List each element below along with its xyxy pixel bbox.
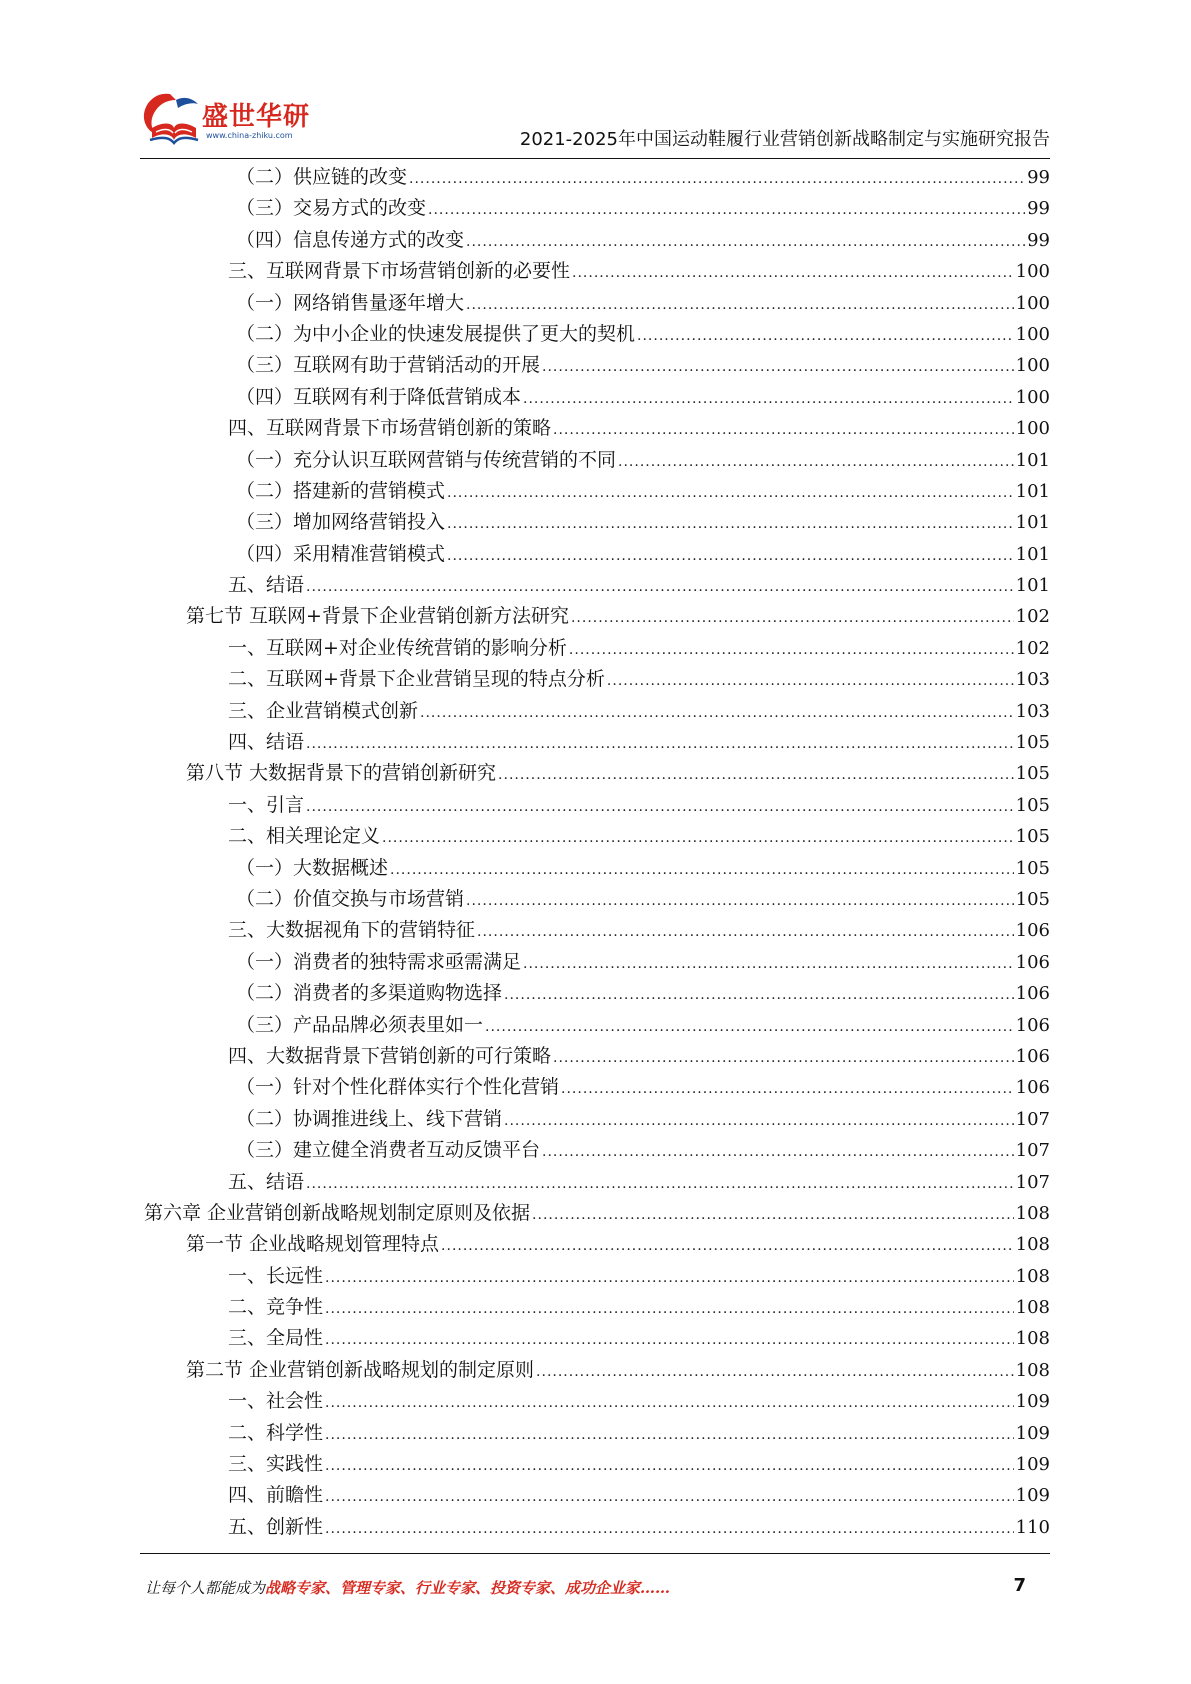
report-title: 2021-2025年中国运动鞋履行业营销创新战略制定与实施研究报告 xyxy=(519,129,1050,150)
toc-entry-page: 106 xyxy=(1015,983,1050,1005)
toc-entry-page: 100 xyxy=(1015,386,1050,408)
toc-entry-title: 第二节 企业营销创新战略规划的制定原则 xyxy=(186,1358,535,1381)
toc-leader-dots xyxy=(553,1043,1014,1074)
toc-entry-title: 五、结语 xyxy=(228,574,305,597)
toc-leader-dots xyxy=(504,980,1014,1011)
toc-entry[interactable] xyxy=(140,853,1050,884)
slogan-prefix: 让每个人都能成为 xyxy=(145,1579,266,1597)
toc-entry-page: 102 xyxy=(1015,606,1050,628)
toc-entry-page: 103 xyxy=(1015,669,1050,691)
toc-entry[interactable] xyxy=(140,1480,1050,1511)
toc-entry-page: 105 xyxy=(1015,826,1050,848)
toc-entry-title: 第八节 大数据背景下的营销创新研究 xyxy=(186,762,497,785)
toc-leader-dots xyxy=(325,1388,1014,1419)
toc-entry-page: 106 xyxy=(1015,1045,1050,1067)
toc-entry-page: 100 xyxy=(1015,323,1050,345)
toc-leader-dots xyxy=(523,384,1014,415)
toc-entry-title: （一）针对个性化群体实行个性化营销 xyxy=(236,1076,560,1099)
toc-entry[interactable] xyxy=(140,570,1050,601)
toc-entry-title: （二）协调推进线上、线下营销 xyxy=(236,1107,503,1130)
footer-slogan xyxy=(145,1577,670,1598)
toc-entry-title: 四、结语 xyxy=(228,731,305,754)
toc-entry-title: （三）互联网有助于营销活动的开展 xyxy=(236,354,541,377)
toc-entry-title: 三、大数据视角下的营销特征 xyxy=(228,919,476,942)
toc-entry-title: 一、引言 xyxy=(228,793,305,816)
toc-entry[interactable] xyxy=(140,319,1050,350)
toc-leader-dots xyxy=(553,415,1014,446)
toc-entry[interactable] xyxy=(140,350,1050,381)
toc-entry-page: 99 xyxy=(1027,198,1050,220)
toc-entry-title: 四、前瞻性 xyxy=(228,1484,324,1507)
toc-entry-page: 105 xyxy=(1015,888,1050,910)
toc-entry[interactable] xyxy=(140,1323,1050,1354)
toc-leader-dots xyxy=(504,1106,1014,1137)
toc-leader-dots xyxy=(420,698,1014,729)
toc-entry[interactable] xyxy=(140,1418,1050,1449)
toc-leader-dots xyxy=(325,1294,1014,1325)
toc-entry-page: 108 xyxy=(1015,1265,1050,1287)
toc-entry-page: 103 xyxy=(1015,700,1050,722)
toc-leader-dots xyxy=(325,1514,1014,1545)
toc-entry[interactable] xyxy=(140,1041,1050,1072)
company-logo xyxy=(140,84,320,150)
toc-entry-page: 109 xyxy=(1015,1391,1050,1413)
toc-entry-title: （一）网络销售量逐年增大 xyxy=(236,291,465,314)
toc-entry[interactable] xyxy=(140,633,1050,664)
toc-entry[interactable] xyxy=(140,225,1050,256)
toc-entry-title: 一、互联网+对企业传统营销的影响分析 xyxy=(228,636,567,659)
toc-entry-title: 第一节 企业战略规划管理特点 xyxy=(186,1233,440,1256)
toc-leader-dots xyxy=(607,666,1014,697)
toc-entry[interactable] xyxy=(140,1449,1050,1480)
toc-leader-dots xyxy=(536,1357,1014,1388)
toc-leader-dots xyxy=(477,917,1014,948)
toc-entry-title: 五、创新性 xyxy=(228,1515,324,1538)
toc-entry[interactable] xyxy=(140,539,1050,570)
toc-leader-dots xyxy=(382,823,1014,854)
toc-leader-dots xyxy=(572,258,1014,289)
toc-entry-page: 99 xyxy=(1027,229,1050,251)
toc-leader-dots xyxy=(325,1420,1014,1451)
toc-entry-title: （三）产品品牌必须表里如一 xyxy=(236,1013,484,1036)
toc-entry[interactable] xyxy=(140,1104,1050,1135)
toc-entry[interactable] xyxy=(140,1355,1050,1386)
page-header xyxy=(140,80,1050,160)
toc-entry[interactable] xyxy=(140,884,1050,915)
toc-entry-title: （二）价值交换与市场营销 xyxy=(236,887,465,910)
toc-entry[interactable] xyxy=(140,413,1050,444)
toc-leader-dots xyxy=(409,164,1025,195)
toc-entry-page: 105 xyxy=(1015,794,1050,816)
toc-leader-dots xyxy=(306,1169,1014,1200)
toc-entry-page: 108 xyxy=(1015,1234,1050,1256)
toc-entry[interactable] xyxy=(140,1292,1050,1323)
toc-entry-page: 106 xyxy=(1015,1077,1050,1099)
toc-entry-page: 106 xyxy=(1015,920,1050,942)
toc-entry-title: 四、大数据背景下营销创新的可行策略 xyxy=(228,1044,552,1067)
toc-leader-dots xyxy=(466,227,1025,258)
toc-entry-title: （三）交易方式的改变 xyxy=(236,197,427,220)
toc-entry-page: 109 xyxy=(1015,1422,1050,1444)
toc-entry-title: （一）大数据概述 xyxy=(236,856,389,879)
toc-entry-page: 108 xyxy=(1015,1297,1050,1319)
toc-entry-title: 一、社会性 xyxy=(228,1390,324,1413)
toc-leader-dots xyxy=(569,635,1014,666)
toc-entry[interactable] xyxy=(140,947,1050,978)
toc-leader-dots xyxy=(532,1200,1014,1231)
toc-entry-title: （二）搭建新的营销模式 xyxy=(236,479,446,502)
toc-entry-title: 第六章 企业营销创新战略规划制定原则及依据 xyxy=(144,1201,531,1224)
toc-entry-title: 第七节 互联网+背景下企业营销创新方法研究 xyxy=(186,605,569,628)
toc-entry[interactable] xyxy=(140,601,1050,632)
toc-entry-title: （三）增加网络营销投入 xyxy=(236,511,446,534)
toc-entry-page: 101 xyxy=(1015,480,1050,502)
toc-entry-title: 三、互联网背景下市场营销创新的必要性 xyxy=(228,260,571,283)
toc-entry-page: 105 xyxy=(1015,857,1050,879)
page-number: 7 xyxy=(1013,1575,1026,1596)
toc-leader-dots xyxy=(325,1451,1014,1482)
toc-entry-title: 二、相关理论定义 xyxy=(228,825,381,848)
toc-leader-dots xyxy=(306,729,1014,760)
toc-entry-title: 一、长远性 xyxy=(228,1264,324,1287)
toc-entry[interactable] xyxy=(140,1512,1050,1543)
toc-entry-page: 99 xyxy=(1027,167,1050,188)
toc-entry[interactable] xyxy=(140,507,1050,538)
toc-leader-dots xyxy=(306,572,1014,603)
toc-leader-dots xyxy=(498,760,1014,791)
slogan-highlight: 战略专家、管理专家、行业专家、投资专家、成功企业家…… xyxy=(265,1579,671,1597)
toc-entry-page: 102 xyxy=(1015,637,1050,659)
logo-text: 盛世华研 xyxy=(202,102,311,132)
toc-entry[interactable] xyxy=(140,696,1050,727)
toc-entry-page: 101 xyxy=(1015,575,1050,597)
toc-entry-title: 四、互联网背景下市场营销创新的策略 xyxy=(228,417,552,440)
toc-entry[interactable] xyxy=(140,758,1050,789)
header-divider xyxy=(140,158,1050,159)
toc-entry-title: （四）互联网有利于降低营销成本 xyxy=(236,385,522,408)
toc-entry[interactable] xyxy=(140,1198,1050,1229)
toc-entry-page: 105 xyxy=(1015,732,1050,754)
toc-leader-dots xyxy=(618,447,1014,478)
toc-entry-title: 二、竞争性 xyxy=(228,1296,324,1319)
toc-entry-title: （一）充分认识互联网营销与传统营销的不同 xyxy=(236,448,617,471)
toc-leader-dots xyxy=(306,792,1014,823)
toc-leader-dots xyxy=(447,509,1014,540)
toc-entry-title: （三）建立健全消费者互动反馈平台 xyxy=(236,1139,541,1162)
toc-entry[interactable] xyxy=(140,162,1050,193)
toc-leader-dots xyxy=(542,352,1014,383)
toc-entry[interactable] xyxy=(140,664,1050,695)
toc-entry[interactable] xyxy=(140,1072,1050,1103)
toc-entry-page: 100 xyxy=(1015,355,1050,377)
toc-entry-title: 三、实践性 xyxy=(228,1453,324,1476)
toc-leader-dots xyxy=(441,1231,1014,1262)
toc-entry[interactable] xyxy=(140,445,1050,476)
table-of-contents xyxy=(140,162,1050,1543)
toc-entry-page: 101 xyxy=(1015,512,1050,534)
toc-entry[interactable] xyxy=(140,821,1050,852)
toc-entry-title: （一）消费者的独特需求亟需满足 xyxy=(236,950,522,973)
toc-entry-title: 二、科学性 xyxy=(228,1421,324,1444)
toc-leader-dots xyxy=(571,603,1014,634)
toc-entry-page: 110 xyxy=(1015,1516,1050,1538)
logo-url: www.china-zhiku.com xyxy=(206,131,293,140)
toc-entry[interactable] xyxy=(140,382,1050,413)
toc-leader-dots xyxy=(325,1325,1014,1356)
toc-entry[interactable] xyxy=(140,978,1050,1009)
toc-entry[interactable] xyxy=(140,1010,1050,1041)
toc-entry[interactable] xyxy=(140,193,1050,224)
toc-entry[interactable] xyxy=(140,256,1050,287)
toc-entry[interactable] xyxy=(140,1386,1050,1417)
toc-entry[interactable] xyxy=(140,727,1050,758)
toc-entry-title: （二）供应链的改变 xyxy=(236,166,408,188)
toc-entry[interactable] xyxy=(140,915,1050,946)
toc-entry-page: 108 xyxy=(1015,1202,1050,1224)
footer-divider xyxy=(140,1553,1050,1554)
toc-entry-page: 109 xyxy=(1015,1485,1050,1507)
toc-entry-page: 100 xyxy=(1015,261,1050,283)
toc-entry-page: 108 xyxy=(1015,1359,1050,1381)
toc-leader-dots xyxy=(325,1482,1014,1513)
toc-entry-title: 二、互联网+背景下企业营销呈现的特点分析 xyxy=(228,668,605,691)
toc-entry-page: 101 xyxy=(1015,449,1050,471)
toc-leader-dots xyxy=(466,886,1014,917)
toc-entry-page: 107 xyxy=(1015,1171,1050,1193)
toc-leader-dots xyxy=(637,321,1014,352)
toc-leader-dots xyxy=(447,478,1014,509)
toc-leader-dots xyxy=(390,855,1014,886)
toc-leader-dots xyxy=(523,949,1014,980)
toc-leader-dots xyxy=(447,541,1014,572)
toc-entry-page: 105 xyxy=(1015,763,1050,785)
toc-leader-dots xyxy=(561,1074,1014,1105)
toc-entry-page: 109 xyxy=(1015,1454,1050,1476)
toc-entry-page: 100 xyxy=(1015,292,1050,314)
toc-entry-title: 三、企业营销模式创新 xyxy=(228,699,419,722)
toc-entry[interactable] xyxy=(140,1167,1050,1198)
toc-leader-dots xyxy=(428,195,1025,226)
toc-entry-title: 五、结语 xyxy=(228,1170,305,1193)
toc-entry-page: 108 xyxy=(1015,1328,1050,1350)
toc-entry[interactable] xyxy=(140,1135,1050,1166)
toc-entry-title: 三、全局性 xyxy=(228,1327,324,1350)
logo-book-icon xyxy=(140,88,206,146)
toc-entry[interactable] xyxy=(140,288,1050,319)
toc-leader-dots xyxy=(325,1263,1014,1294)
toc-entry[interactable] xyxy=(140,476,1050,507)
toc-entry-page: 107 xyxy=(1015,1140,1050,1162)
toc-entry-page: 106 xyxy=(1015,951,1050,973)
toc-entry[interactable] xyxy=(140,790,1050,821)
toc-entry-page: 106 xyxy=(1015,1014,1050,1036)
toc-leader-dots xyxy=(542,1137,1014,1168)
toc-entry-title: （四）信息传递方式的改变 xyxy=(236,228,465,251)
toc-entry-page: 100 xyxy=(1015,418,1050,440)
toc-entry-page: 101 xyxy=(1015,543,1050,565)
toc-entry-title: （四）采用精准营销模式 xyxy=(236,542,446,565)
toc-entry-title: （二）消费者的多渠道购物选择 xyxy=(236,982,503,1005)
toc-entry[interactable] xyxy=(140,1229,1050,1260)
toc-leader-dots xyxy=(485,1012,1014,1043)
toc-entry-page: 107 xyxy=(1015,1108,1050,1130)
toc-entry-title: （二）为中小企业的快速发展提供了更大的契机 xyxy=(236,322,636,345)
toc-entry[interactable] xyxy=(140,1261,1050,1292)
toc-leader-dots xyxy=(466,290,1014,321)
